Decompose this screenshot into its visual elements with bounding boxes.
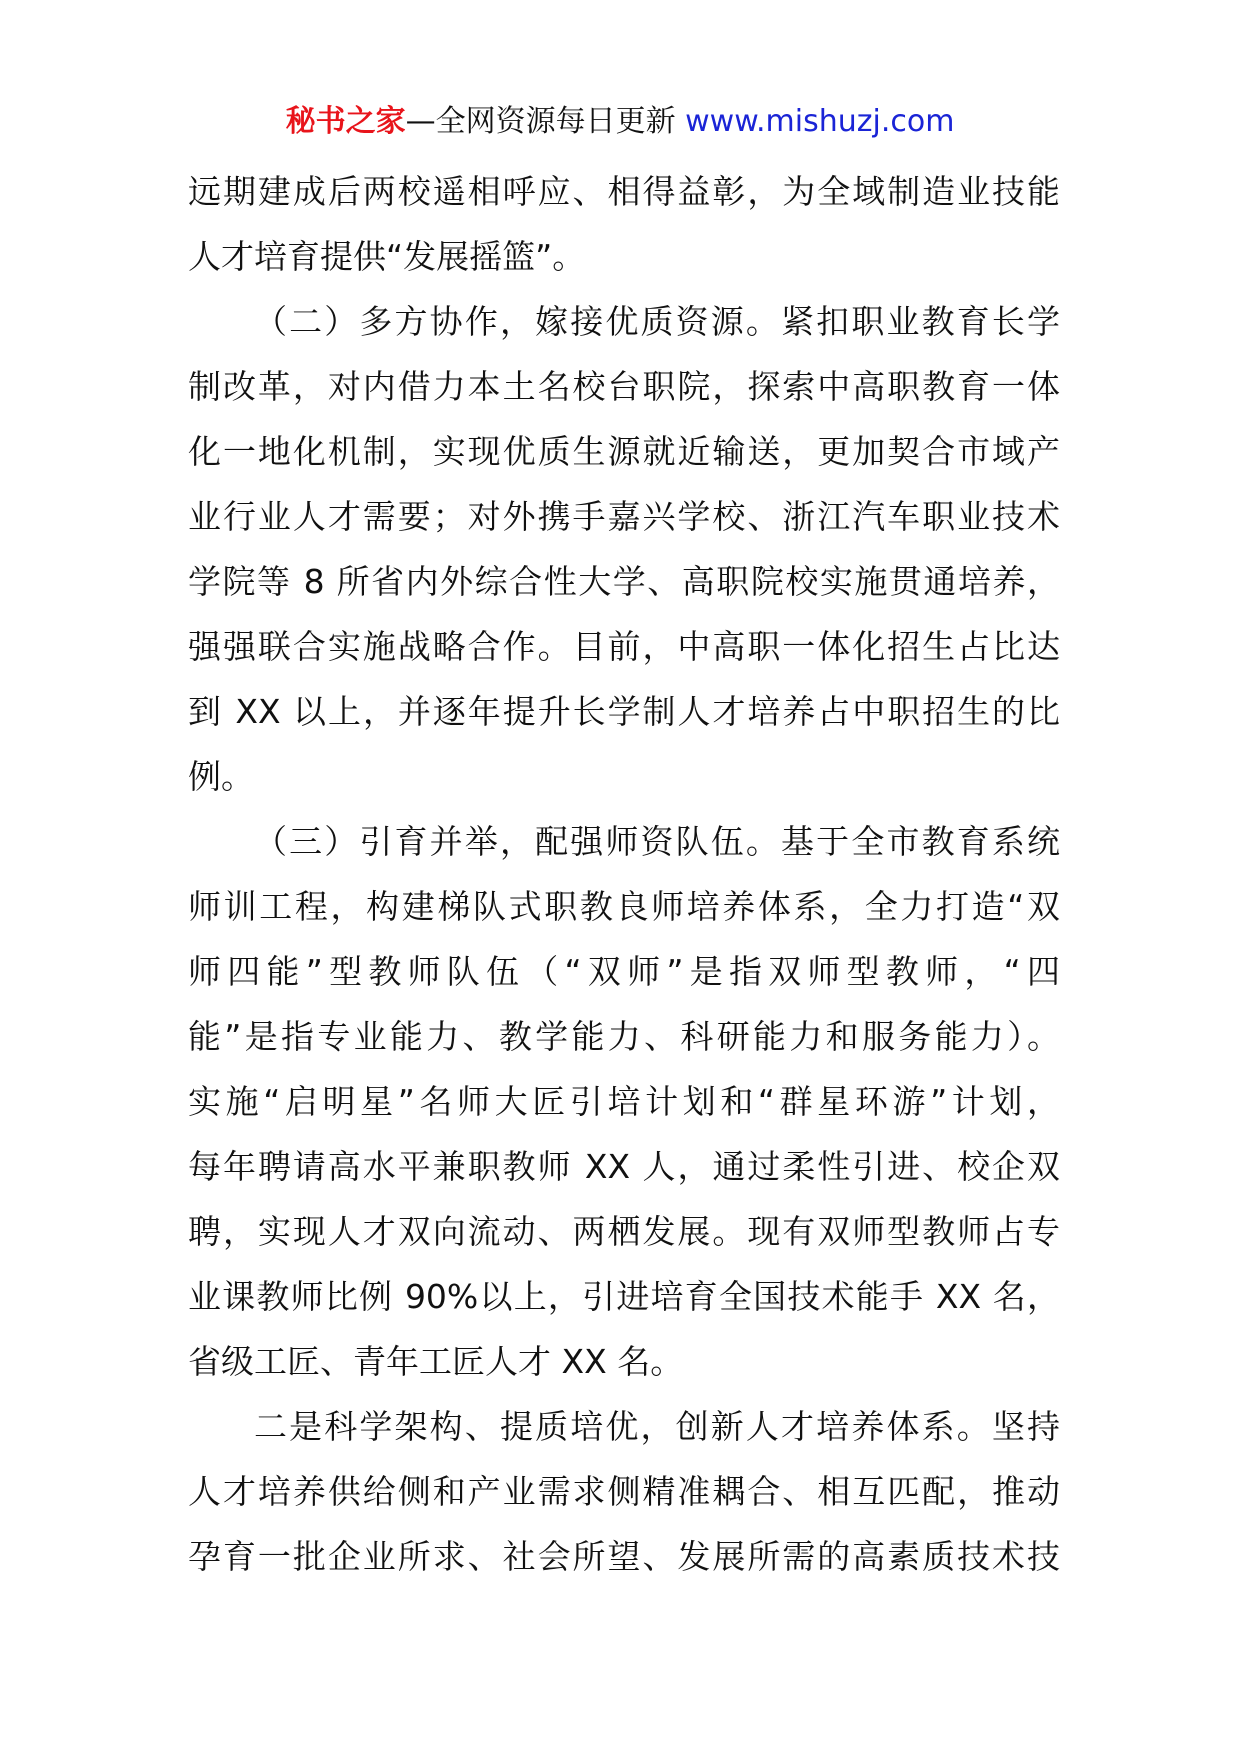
text-line: （二）多方协作，嫁接优质资源。紧扣职业教育长学: [254, 302, 1060, 341]
text-line: 业课教师比例 90%以上，引进培育全国技术能手 XX 名，: [188, 1277, 1060, 1316]
text-line: 能”是指专业能力、教学能力、科研能力和服务能力）。: [188, 1017, 1060, 1056]
text-line: 学院等 8 所省内外综合性大学、高职院校实施贯通培养，: [188, 562, 1060, 601]
page-header: [0, 100, 1240, 144]
website-url[interactable]: www.mishuzj.com: [685, 104, 955, 139]
text-line: 远期建成后两校遥相呼应、相得益彰，为全域制造业技能: [188, 172, 1060, 211]
document-body: [188, 159, 1060, 1589]
header-tagline: —全网资源每日更新: [405, 104, 676, 139]
text-line: 例。: [188, 757, 254, 796]
text-line: 师四能”型教师队伍（“双师”是指双师型教师，“四: [188, 952, 1060, 991]
text-line: 二是科学架构、提质培优，创新人才培养体系。坚持: [254, 1407, 1060, 1446]
text-line: 制改革，对内借力本土名校台职院，探索中高职教育一体: [188, 367, 1060, 406]
text-line: 孕育一批企业所求、社会所望、发展所需的高素质技术技: [188, 1537, 1060, 1576]
text-line: 强强联合实施战略合作。目前，中高职一体化招生占比达: [188, 627, 1060, 666]
text-line: 人才培育提供“发展摇篮”。: [188, 237, 586, 276]
text-line: 每年聘请高水平兼职教师 XX 人，通过柔性引进、校企双: [188, 1147, 1060, 1186]
text-line: 师训工程，构建梯队式职教良师培养体系，全力打造“双: [188, 887, 1060, 926]
text-line: 实施“启明星”名师大匠引培计划和“群星环游”计划，: [188, 1082, 1060, 1121]
paragraph: [188, 809, 1060, 1394]
text-line: 人才培养供给侧和产业需求侧精准耦合、相互匹配，推动: [188, 1472, 1060, 1511]
brand-name: 秘书之家: [285, 104, 406, 139]
paragraph: [188, 159, 1060, 289]
text-line: 业行业人才需要；对外携手嘉兴学校、浙江汽车职业技术: [188, 497, 1060, 536]
text-line: （三）引育并举，配强师资队伍。基于全市教育系统: [254, 822, 1060, 861]
text-line: 省级工匠、青年工匠人才 XX 名。: [188, 1342, 684, 1381]
paragraph: [188, 1394, 1060, 1589]
paragraph: [188, 289, 1060, 809]
text-line: 化一地化机制，实现优质生源就近输送，更加契合市域产: [188, 432, 1060, 471]
text-line: 聘，实现人才双向流动、两栖发展。现有双师型教师占专: [188, 1212, 1060, 1251]
text-line: 到 XX 以上，并逐年提升长学制人才培养占中职招生的比: [188, 692, 1060, 731]
